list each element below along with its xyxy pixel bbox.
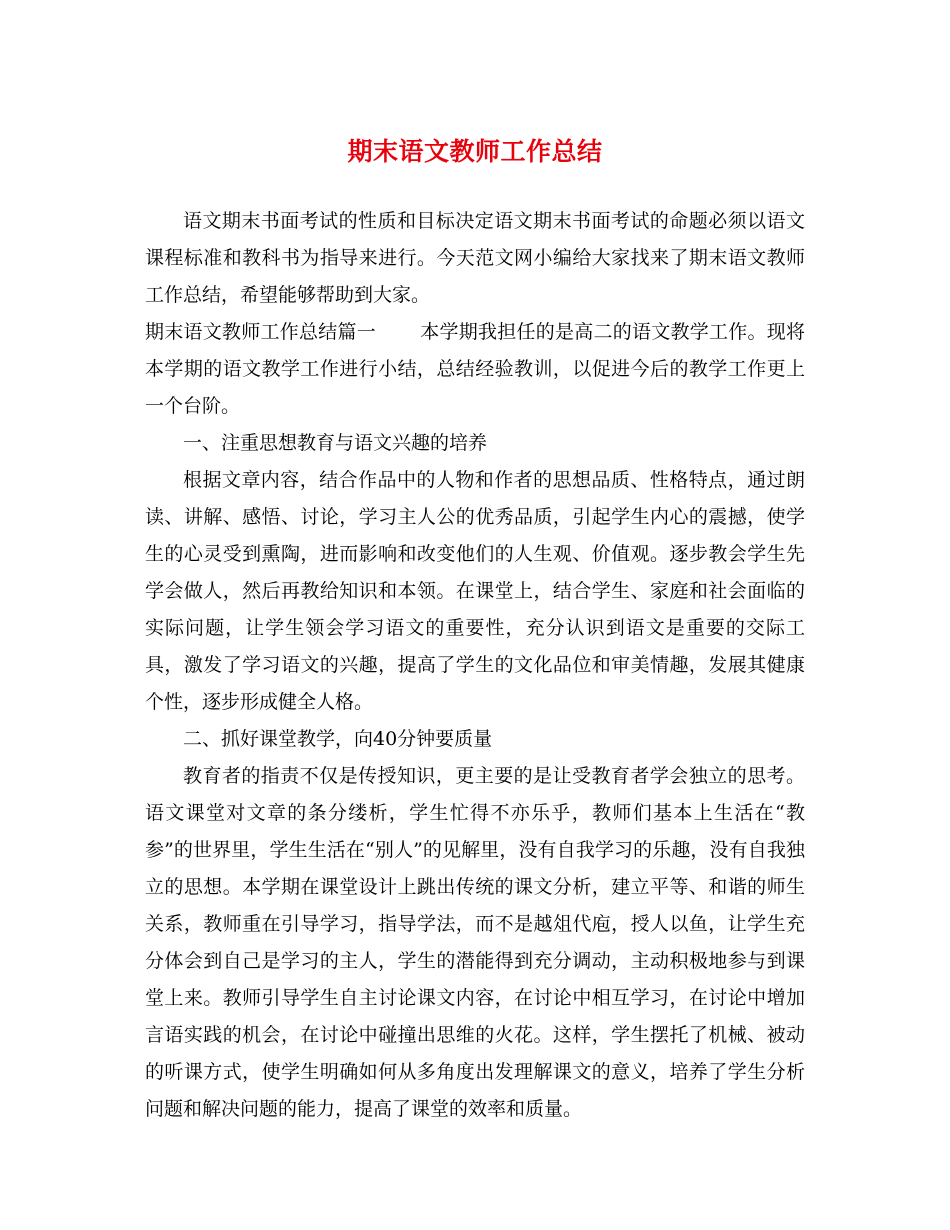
section2-heading: 二、抓好课堂教学，向40分钟要质量: [183, 728, 493, 750]
section2-body: 教育者的指责不仅是传授知识，更主要的是让受教育者学会独立的思考。语文课堂对文章的条分缕析，学生忙得不亦乐乎，教师们基本上生活在“教参”的世界里，学生生活在“别人”的见解里，没有自我学习的乐趣，没有自我独立的思想。本学期在课堂设计上跳出传统的课文分析，建立平等、和谐的师生关系，教师重在引导学习，指导学法，而不是越俎代庖，授人以鱼，让学生充分体会到自己是学习的主人，学生的潜能得到充分调动，主动积极地参与到课堂上来。教师引导学生自主讨论课文内容，在讨论中相互学习，在讨论中增加言语实践的机会，在讨论中碰撞出思维的火花。这样，学生摆托了机械、被动的听课方式，使学生明确如何从多角度出发理解课文的意义，培养了学生分析问题和解决问题的能力，提高了课堂的效率和质量。: [145, 765, 805, 1120]
part1-heading: 期末语文教师工作总结篇一: [145, 321, 376, 343]
section1-heading: 一、注重思想教育与语文兴趣的培养: [183, 432, 488, 454]
part1-intro: 本学期我担任的是高二的语文教学工作。现将本学期的语文教学工作进行小结，总结经验教训，以促进今后的教学工作更上一个台阶。: [145, 321, 805, 417]
document-title: 期末语文教师工作总结: [347, 137, 603, 166]
part1-paragraph: [145, 314, 805, 425]
intro-paragraph: 语文期末书面考试的性质和目标决定语文期末书面考试的命题必须以语文课程标准和教科书为指导来进行。今天范文网小编给大家找来了期末语文教师工作总结，希望能够帮助到大家。: [145, 210, 805, 306]
document-body: [145, 203, 805, 1128]
section1-body: 根据文章内容，结合作品中的人物和作者的思想品质、性格特点，通过朗读、讲解、感悟、讨论，学习主人公的优秀品质，引起学生内心的震撼，使学生的心灵受到熏陶，进而影响和改变他们的人生观、价值观。逐步教会学生先学会做人，然后再教给知识和本领。在课堂上，结合学生、家庭和社会面临的实际问题，让学生领会学习语文的重要性，充分认识到语文是重要的交际工具，激发了学习语文的兴趣，提高了学生的文化品位和审美情趣，发展其健康个性，逐步形成健全人格。: [145, 469, 805, 713]
